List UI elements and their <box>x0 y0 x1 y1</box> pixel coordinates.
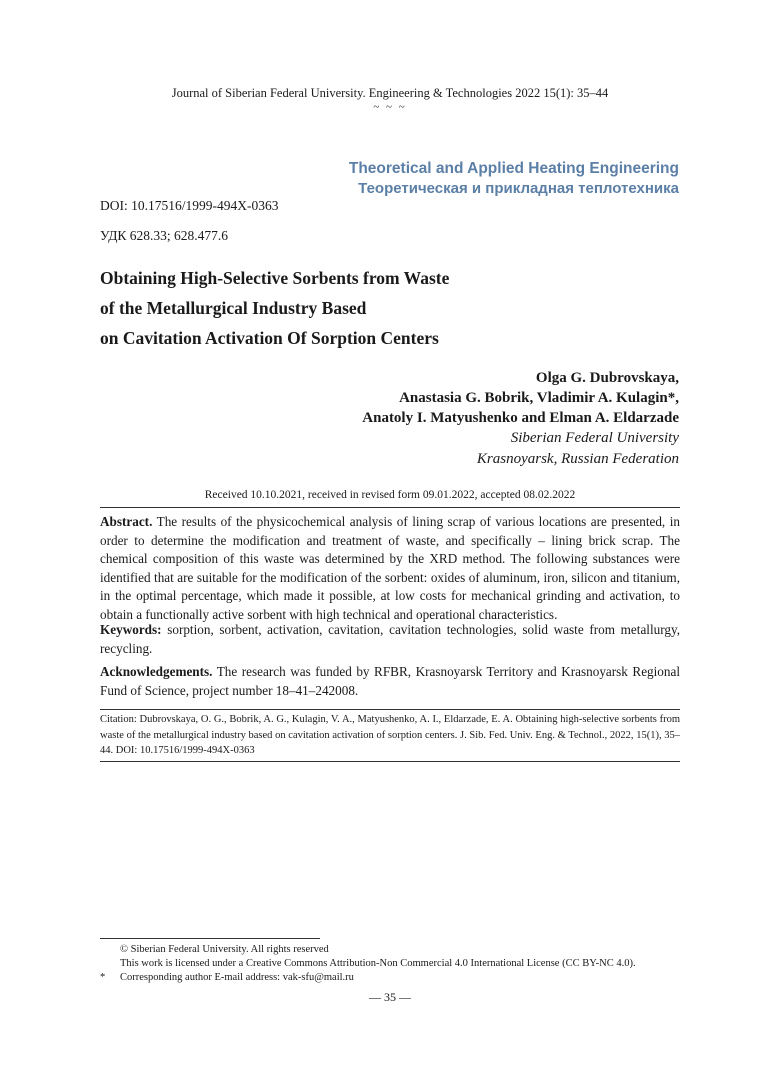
title-line: Obtaining High-Selective Sorbents from Waste <box>100 268 450 288</box>
author-line: Olga G. Dubrovskaya, <box>535 370 679 386</box>
acknowledgements <box>100 663 680 700</box>
section-title-en: Theoretical and Applied Heating Engineering <box>348 160 679 177</box>
license-text: This work is licensed under a Creative Commons Attribution-Non Commercial 4.0 International License (CC BY-NC 4.0). <box>120 958 636 969</box>
article-title <box>100 263 449 353</box>
keywords-label: Keywords: <box>100 622 162 637</box>
doi: DOI: 10.17516/1999-494X-0363 <box>100 198 279 213</box>
divider <box>100 709 680 710</box>
affiliation-line: Siberian Federal University <box>510 430 679 446</box>
citation: Citation: Dubrovskaya, O. G., Bobrik, A. G., Kulagin, V. A., Matyushenko, A. I., Eldarzade, E. A. Obtaining high-selective sorbents from waste of the metallurgical industry based on cavitation activation of sorption centers. J. Sib. Fed. Univ. Eng. & Technol., 2022, 15(1), 35–44. DOI: 10.17516/1999-494X-0363 <box>100 714 680 756</box>
header-ornament: ~ ~ ~ <box>373 101 407 113</box>
title-line: of the Metallurgical Industry Based <box>100 298 367 318</box>
page-number: — 35 — <box>369 990 411 1004</box>
affiliation-line: Krasnoyarsk, Russian Federation <box>476 451 679 467</box>
asterisk-mark: * <box>100 972 106 983</box>
divider <box>100 761 680 762</box>
abstract-text: The results of the physicochemical analysis of lining scrap of various locations are presented, in order to determine the modification and treatment of waste, and specifically – lining brick scrap. The chemical composition of this waste was determined by the XRD method. The following substances were identified that are suitable for the modification of the sorbent: oxides of aluminum, iron, silicon and titanium, in the optimal percentage, which made it possible, at low costs for mechanical grinding and activation, to obtain a functionally active sorbent with high technical and operational characteristics. <box>100 514 680 622</box>
abstract-label: Abstract. <box>100 514 153 529</box>
footnote-license <box>100 957 700 970</box>
corresponding-text: Corresponding author E-mail address: vak-sfu@mail.ru <box>120 972 354 983</box>
acknowledgements-label: Acknowledgements. <box>100 664 213 679</box>
title-line: on Cavitation Activation Of Sorption Centers <box>100 328 439 348</box>
divider <box>100 507 680 508</box>
keywords-text: sorption, sorbent, activation, cavitation, cavitation technologies, solid waste from metallurgy, recycling. <box>100 622 680 656</box>
affiliation <box>477 428 679 470</box>
journal-header: Journal of Siberian Federal University. Engineering & Technologies 2022 15(1): 35–44 <box>171 86 609 100</box>
footnote-copyright <box>100 943 700 956</box>
author-list <box>362 368 679 428</box>
section-title-ru: Теоретическая и прикладная теплотехника <box>358 180 679 197</box>
udk-code: УДК 628.33; 628.477.6 <box>100 228 229 243</box>
abstract <box>100 513 680 625</box>
footnote-divider <box>100 938 320 939</box>
author-line: Anatoly I. Matyushenko and Elman A. Eldarzade <box>362 410 679 426</box>
footnote-corresponding <box>100 971 700 984</box>
author-line: Anastasia G. Bobrik, Vladimir A. Kulagin*, <box>399 390 679 406</box>
copyright-text: © Siberian Federal University. All rights reserved <box>120 944 329 955</box>
received-dates: Received 10.10.2021, received in revised form 09.01.2022, accepted 08.02.2022 <box>204 489 576 501</box>
keywords <box>100 621 680 658</box>
acknowledgements-text: The research was funded by RFBR, Krasnoyarsk Territory and Krasnoyarsk Regional Fund of Science, project number 18–41–242008. <box>100 664 681 698</box>
